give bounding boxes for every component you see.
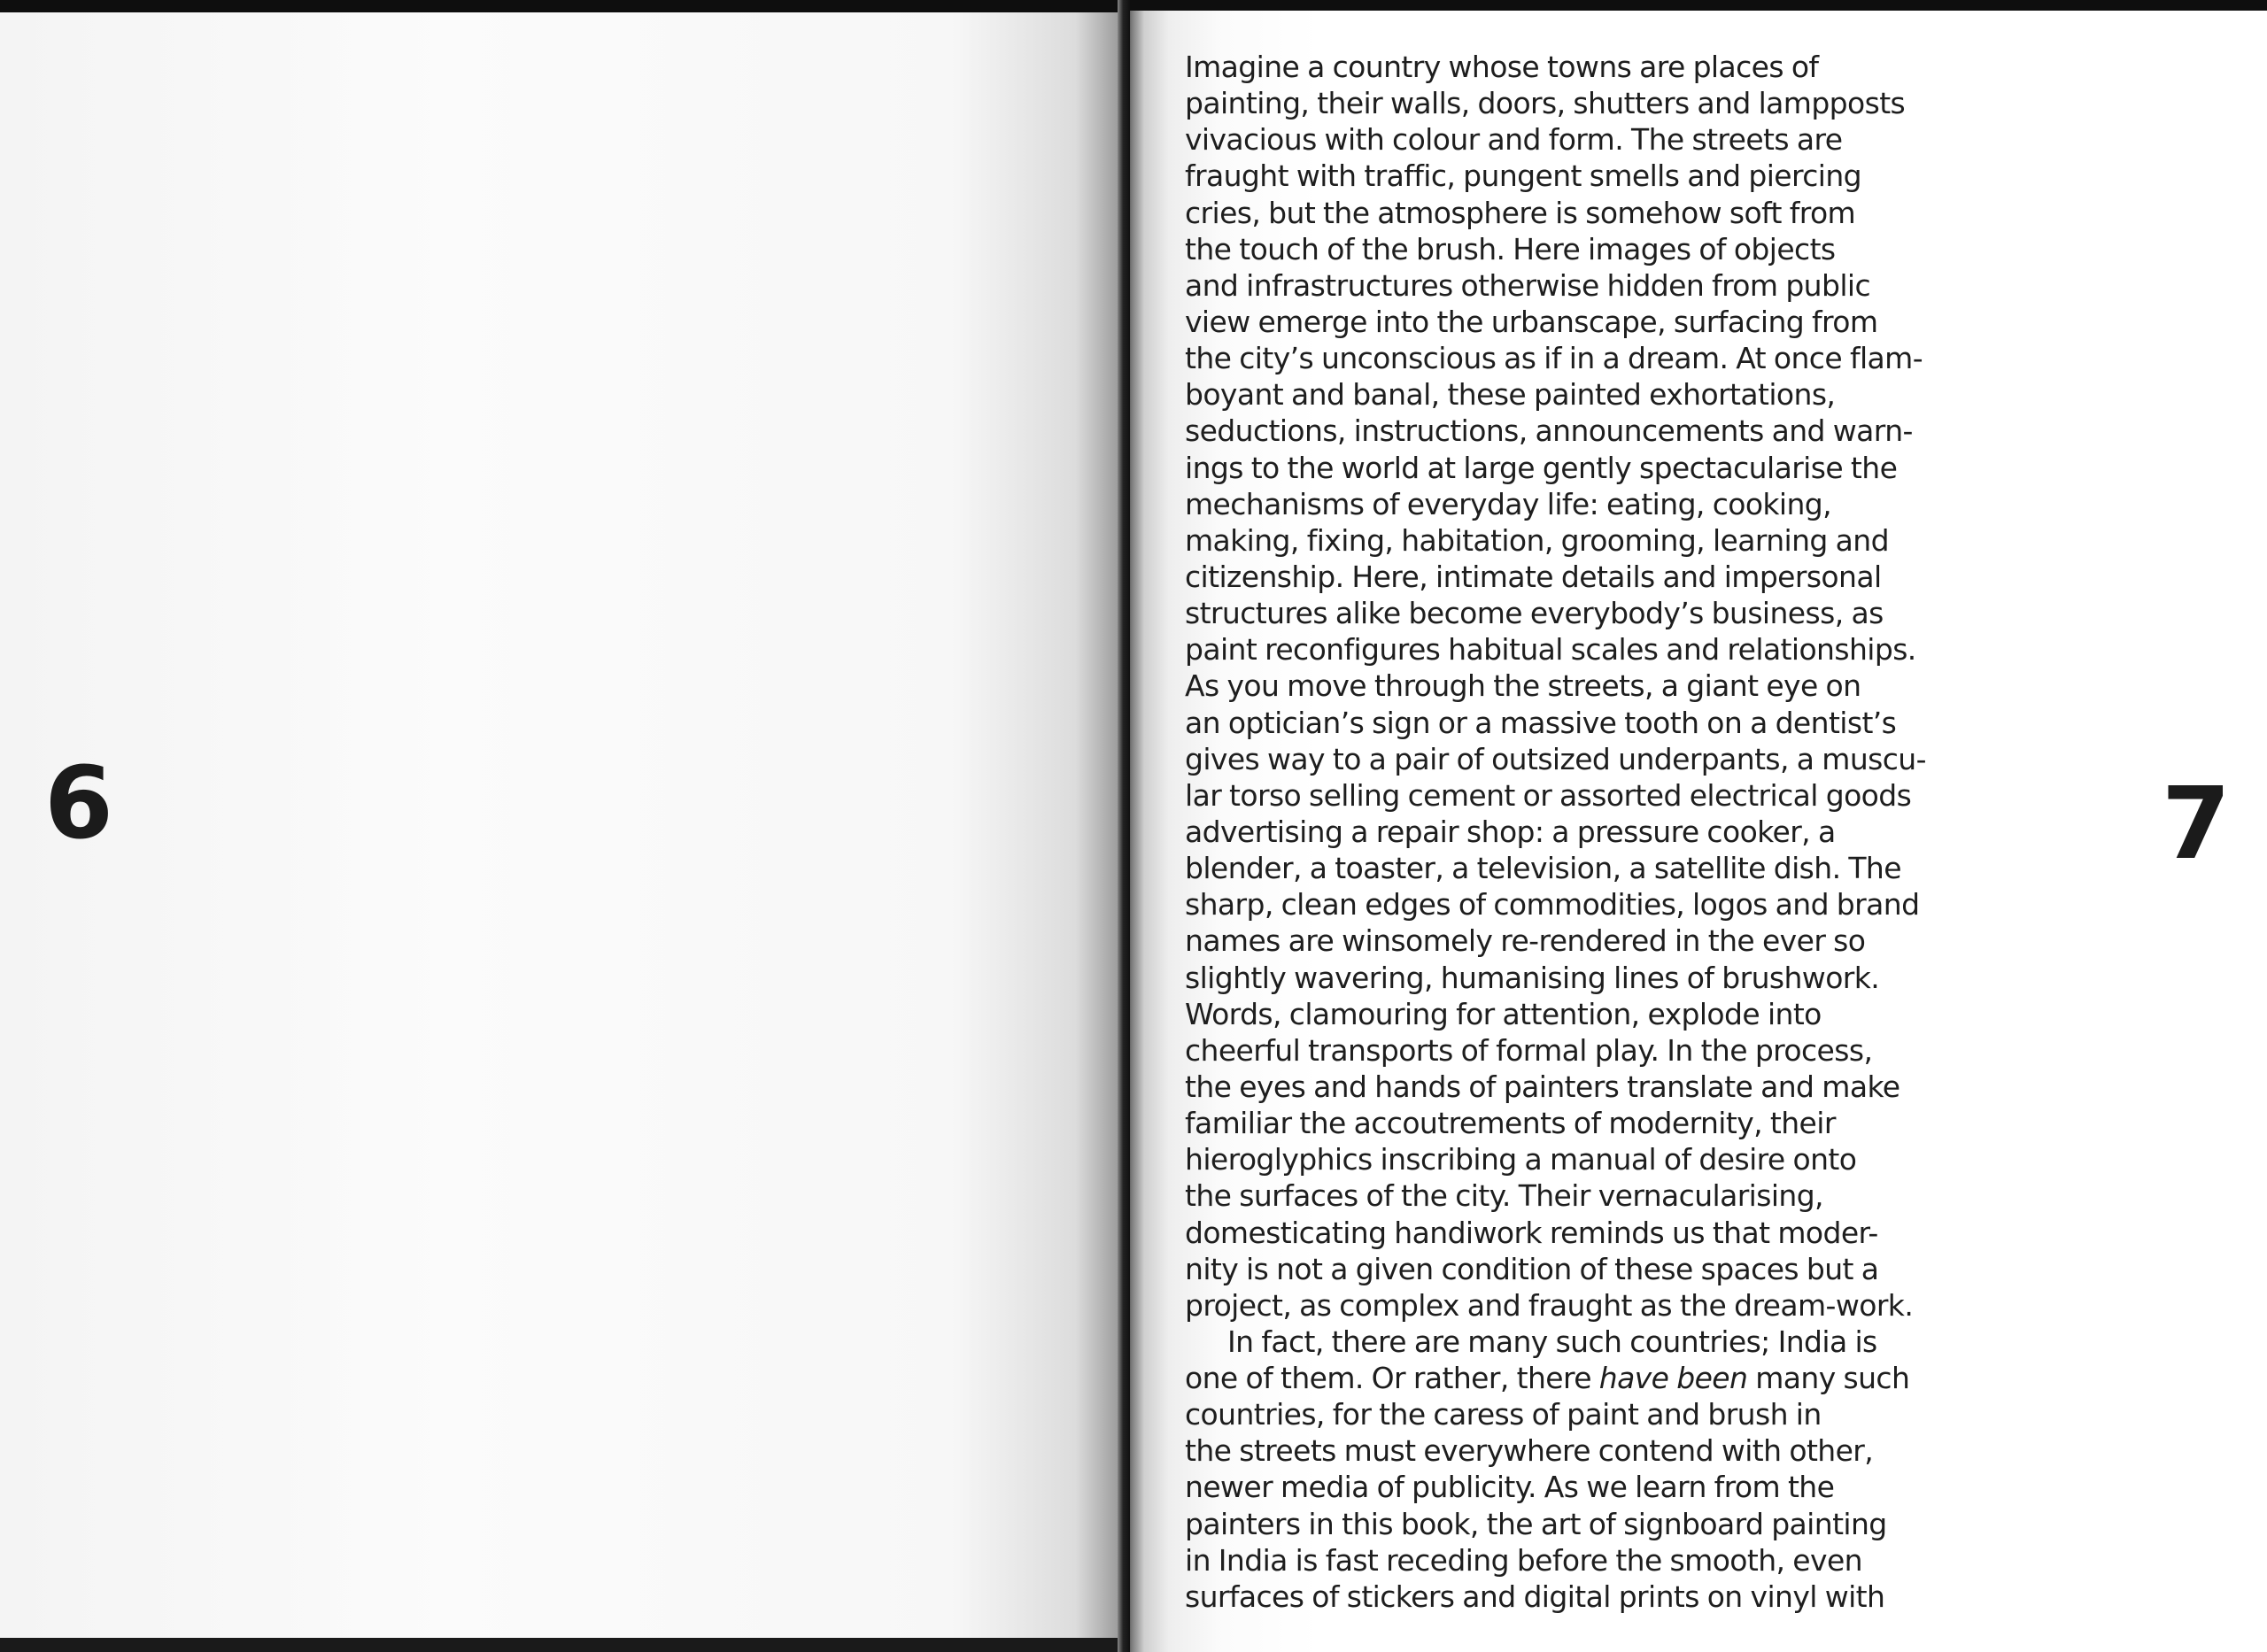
text-line: painters in this book, the art of signboard painting [1185,1506,1887,1541]
text-line: an optician’s sign or a massive tooth on a dentist’s [1185,705,1897,740]
left-page [0,0,1120,1638]
text-line: domesticating handiwork reminds us that moder- [1185,1215,1878,1250]
text-line: citizenship. Here, intimate details and impersonal [1185,559,1882,594]
text-line: painting, their walls, doors, shutters and lampposts [1185,86,1906,121]
text-line: the touch of the brush. Here images of objects [1185,231,1836,266]
text-line: familiar the accoutrements of modernity, their [1185,1106,1836,1141]
text-line: lar torso selling cement or assorted electrical goods [1185,777,1912,813]
body-text [1185,49,1982,1615]
page-number-right: 7 [2162,767,2231,882]
text-line: surfaces of stickers and digital prints on vinyl with [1185,1579,1885,1614]
text-span: one of them. Or rather, there [1185,1361,1599,1396]
text-line: project, as complex and fraught as the dream-work. [1185,1287,1914,1323]
text-line: ings to the world at large gently spectacularise the [1185,450,1898,485]
paragraph-2-rest [1185,1396,1982,1615]
text-line: hieroglyphics inscribing a manual of desire onto [1185,1142,1857,1177]
text-line: in India is fast receding before the smooth, even [1185,1542,1862,1578]
text-line: paint reconfigures habitual scales and relationships. [1185,632,1916,668]
text-span: many such [1747,1361,1910,1396]
text-line: fraught with traffic, pungent smells and piercing [1185,158,1862,194]
text-line [1185,1360,1982,1396]
text-line: and infrastructures otherwise hidden from public [1185,267,1871,303]
text-line: countries, for the caress of paint and brush in [1185,1397,1822,1432]
text-line: advertising a repair shop: a pressure cooker, a [1185,814,1836,849]
text-line: mechanisms of everyday life: eating, cooking, [1185,486,1832,521]
text-line: slightly wavering, humanising lines of brushwork. [1185,960,1880,995]
text-line: the streets must everywhere contend with other, [1185,1433,1874,1469]
text-line: seductions, instructions, announcements and warn- [1185,413,1913,449]
text-line: Words, clamouring for attention, explode into [1185,996,1822,1031]
text-line: vivacious with colour and form. The streets are [1185,122,1843,158]
text-line: structures alike become everybody’s business, as [1185,596,1884,631]
text-line: blender, a toaster, a television, a satellite dish. The [1185,851,1901,886]
text-line: the eyes and hands of painters translate and make [1185,1069,1900,1104]
text-line: names are winsomely re-rendered in the ever so [1185,923,1866,959]
text-line: newer media of publicity. As we learn from the [1185,1470,1835,1505]
text-line: In fact, there are many such countries; India is [1227,1324,1877,1359]
text-line: the surfaces of the city. Their vernacularising, [1185,1178,1823,1214]
text-line: cries, but the atmosphere is somehow soft from [1185,195,1856,230]
italic-text: have been [1598,1361,1748,1396]
text-line: sharp, clean edges of commodities, logos and brand [1185,887,1920,922]
text-line: Imagine a country whose towns are places of [1185,50,1819,84]
text-line: gives way to a pair of outsized underpants, a muscu- [1185,741,1926,776]
paragraph-1 [1185,49,1982,1324]
text-line: As you move through the streets, a giant eye on [1185,668,1861,704]
text-line: the city’s unconscious as if in a dream. At once flam- [1185,341,1923,376]
book-gutter [1118,0,1130,1652]
text-line: nity is not a given condition of these spaces but a [1185,1251,1879,1286]
text-line: making, fixing, habitation, grooming, learning and [1185,522,1889,558]
page-number-left: 6 [44,746,113,861]
text-line: view emerge into the urbanscape, surfacing from [1185,304,1878,339]
text-line: cheerful transports of formal play. In the process, [1185,1032,1873,1068]
text-line: boyant and banal, these painted exhortations, [1185,377,1836,413]
page-bottom-edge [0,1638,1120,1652]
